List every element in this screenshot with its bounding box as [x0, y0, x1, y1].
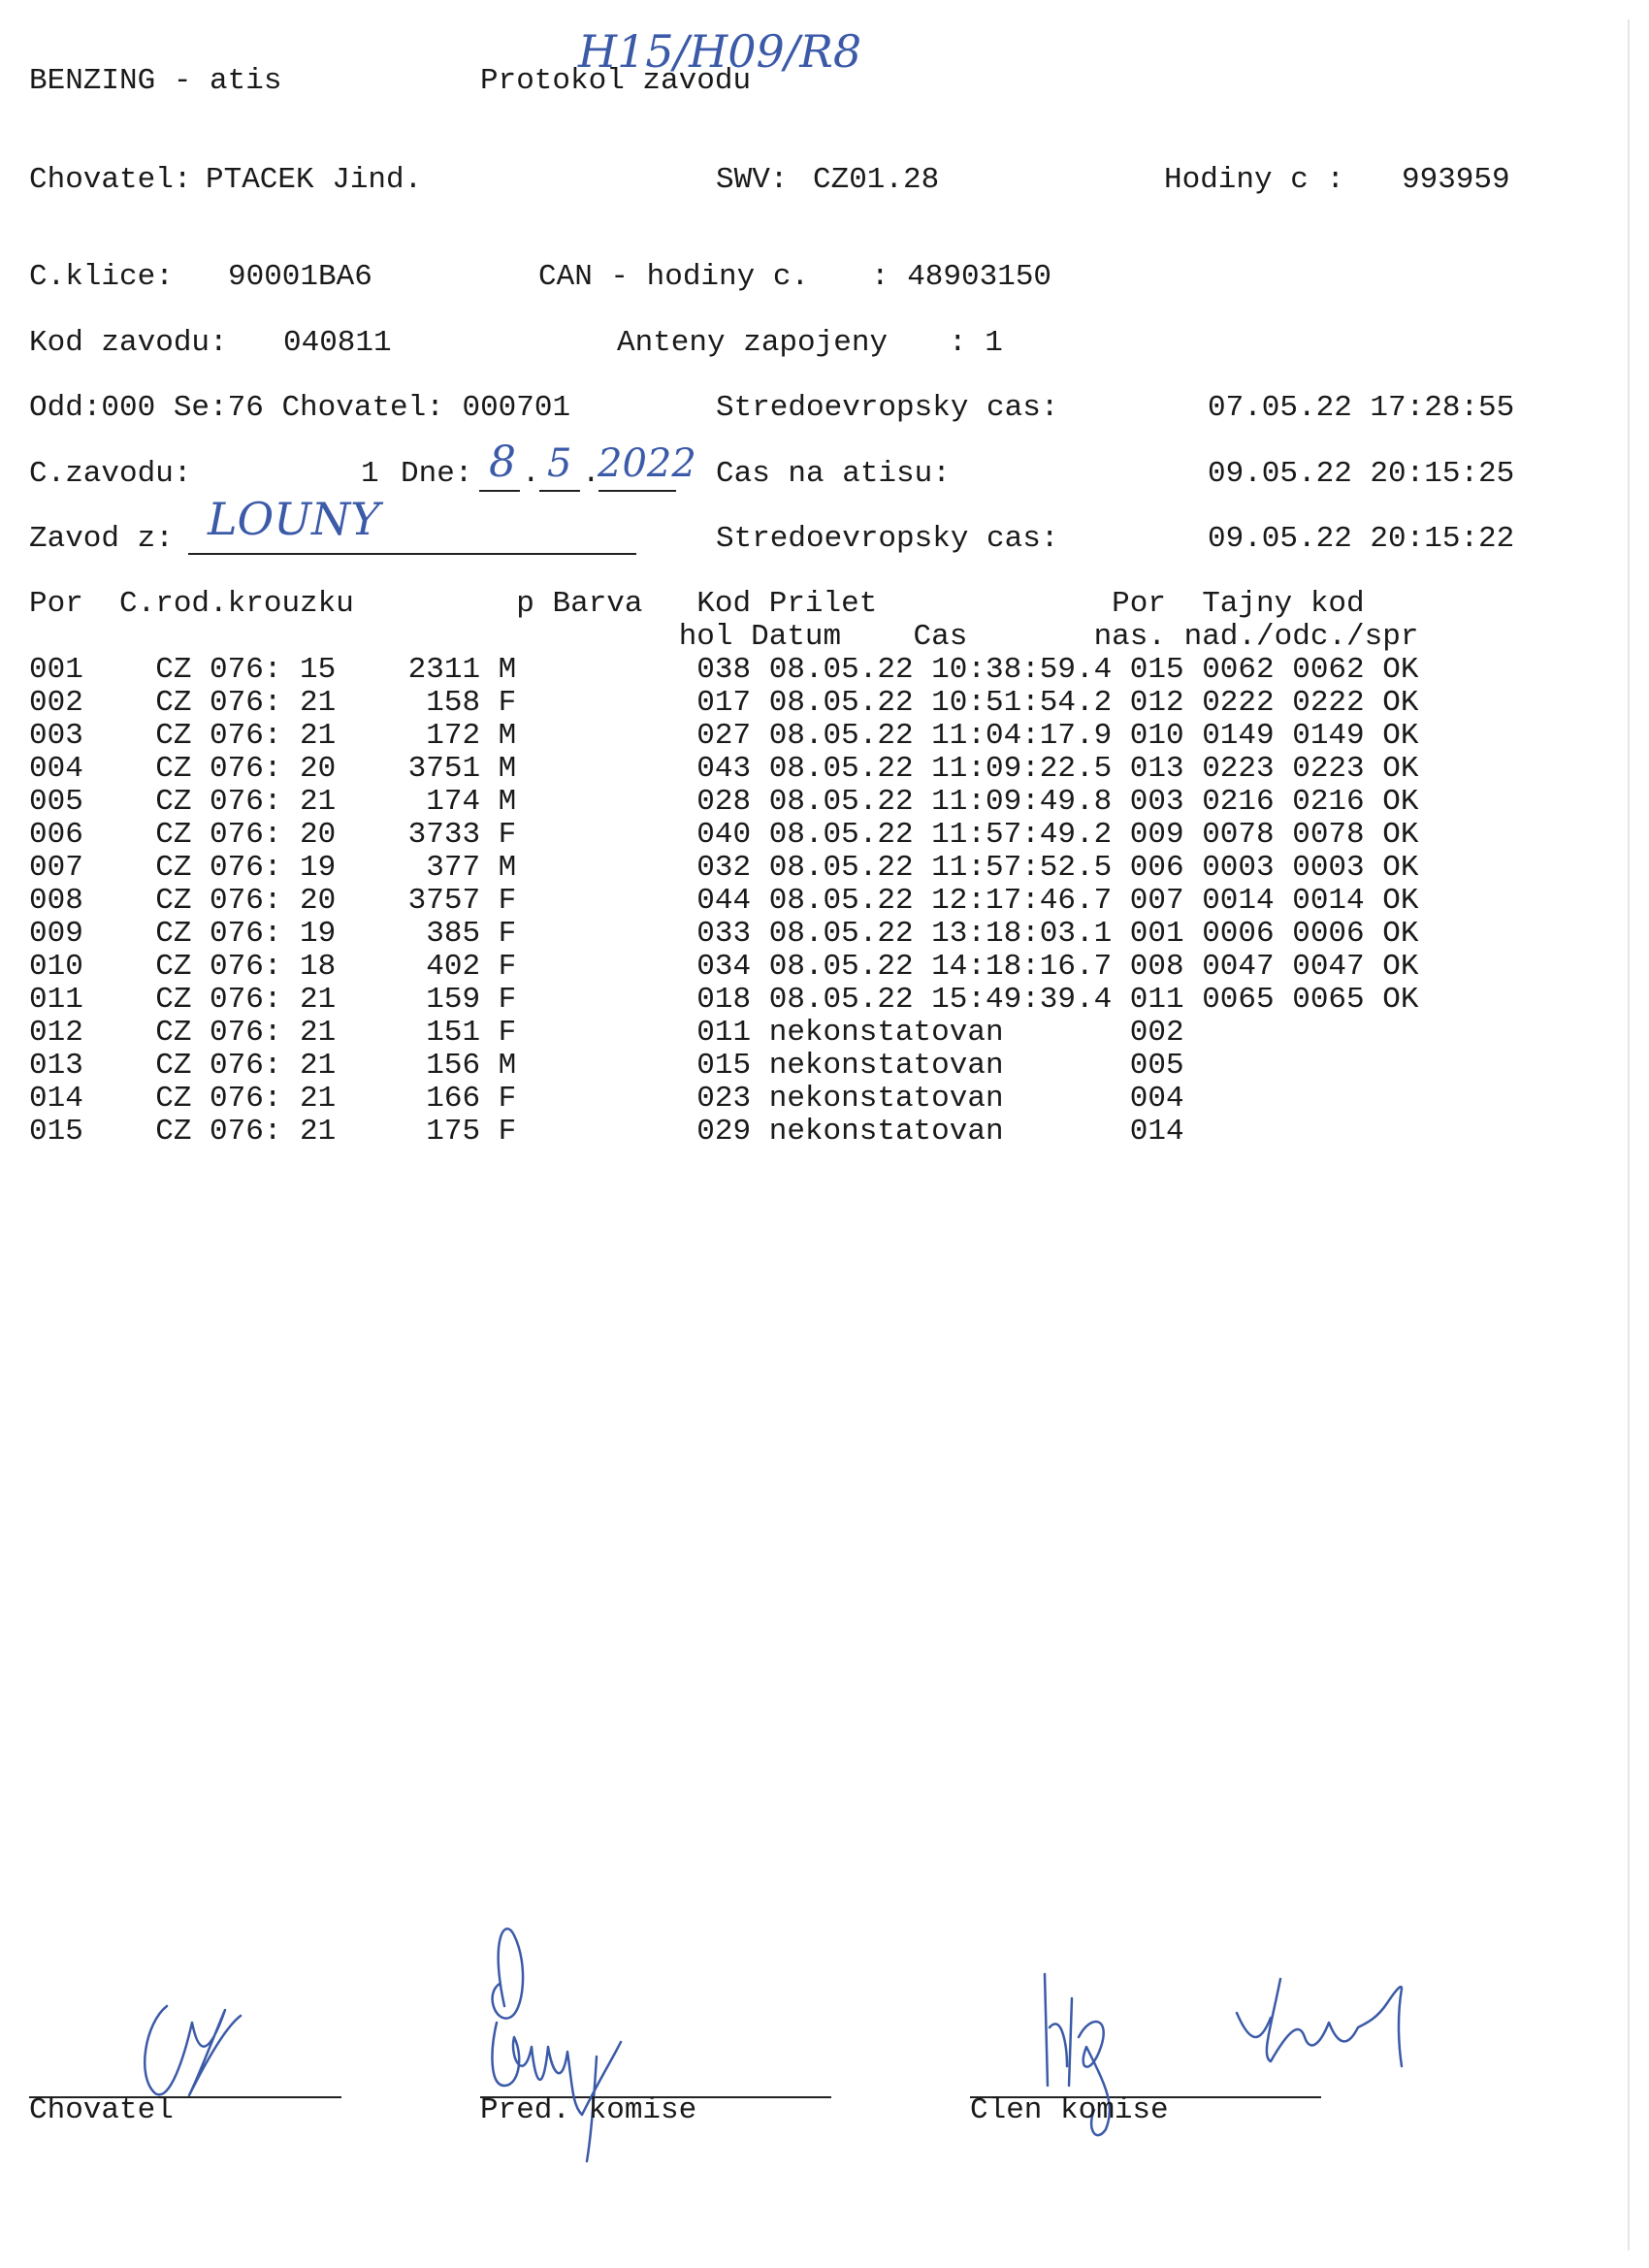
anteny-label: Anteny zapojeny	[617, 326, 889, 360]
table-row: 003 CZ 076: 21 172 M 027 08.05.22 11:04:17.9 010 0149 0149 OK	[29, 719, 1419, 753]
atis-value: 09.05.22 20:15:25	[1208, 457, 1515, 491]
zavod-z-handwritten: LOUNY	[208, 493, 380, 545]
table-row: 007 CZ 076: 19 377 M 032 08.05.22 11:57:52.5 006 0003 0003 OK	[29, 851, 1419, 885]
klice-value: 90001BA6	[228, 260, 372, 294]
table-row: 015 CZ 076: 21 175 F 029 nekonstatovan 014	[29, 1115, 1184, 1149]
chovatel-label: Chovatel:	[29, 163, 192, 197]
can-label: CAN - hodiny c.	[538, 260, 810, 294]
chovatel-value: PTACEK Jind.	[206, 163, 423, 197]
dne-month-handwritten: 5	[547, 441, 572, 486]
table-row: 005 CZ 076: 21 174 M 028 08.05.22 11:09:49.8 003 0216 0216 OK	[29, 785, 1419, 819]
swv-label: SWV:	[716, 163, 789, 197]
table-header-line-2: hol Datum Cas nas. nad./odc./spr	[29, 620, 1419, 654]
seu1-label: Stredoevropsky cas:	[716, 391, 1059, 425]
table-row: 001 CZ 076: 15 2311 M 038 08.05.22 10:38:59.4 015 0062 0062 OK	[29, 653, 1419, 687]
table-row: 010 CZ 076: 18 402 F 034 08.05.22 14:18:16.7 008 0047 0047 OK	[29, 950, 1419, 984]
table-header-line-1: Por C.rod.krouzku p Barva Kod Prilet Por Tajny kod	[29, 587, 1365, 621]
table-row: 009 CZ 076: 19 385 F 033 08.05.22 13:18:03.1 001 0006 0006 OK	[29, 917, 1419, 951]
hodiny-label: Hodiny c :	[1164, 163, 1345, 197]
clen-komise-signature-label: Clen komise	[970, 2093, 1169, 2127]
atis-label: Cas na atisu:	[716, 457, 951, 491]
czavodu-number: 1	[361, 457, 379, 491]
kod-zavodu-label: Kod zavodu:	[29, 326, 228, 360]
dne-sep-2: .	[582, 457, 600, 491]
hodiny-value: 993959	[1402, 163, 1510, 197]
table-row: 013 CZ 076: 21 156 M 015 nekonstatovan 005	[29, 1049, 1184, 1083]
document-title: Protokol zavodu	[480, 64, 752, 98]
kod-zavodu-value: 040811	[283, 326, 392, 360]
table-row: 012 CZ 076: 21 151 F 011 nekonstatovan 002	[29, 1016, 1184, 1050]
clen-signature-2	[1237, 1979, 1402, 2066]
table-row: 011 CZ 076: 21 159 F 018 08.05.22 15:49:39.4 011 0065 0065 OK	[29, 983, 1419, 1017]
chovatel-signature-label: Chovatel	[29, 2093, 174, 2127]
anteny-value: : 1	[949, 326, 1003, 360]
table-row: 006 CZ 076: 20 3733 F 040 08.05.22 11:57:49.2 009 0078 0078 OK	[29, 818, 1419, 852]
czavodu-label: C.zavodu:	[29, 457, 192, 491]
zavod-z-label: Zavod z:	[29, 522, 174, 556]
chovatel-signature	[145, 2006, 241, 2095]
dne-year-handwritten: 2022	[598, 441, 696, 486]
dne-sep-1: .	[522, 457, 540, 491]
pred-komise-signature-label: Pred. komise	[480, 2093, 697, 2127]
table-row: 002 CZ 076: 21 158 F 017 08.05.22 10:51:54.2 012 0222 0222 OK	[29, 686, 1419, 720]
seu1-value: 07.05.22 17:28:55	[1208, 391, 1515, 425]
swv-value: CZ01.28	[813, 163, 940, 197]
handwritten-race-note: H15/H09/R8	[578, 25, 862, 78]
dne-day-handwritten: 8	[489, 437, 516, 487]
dne-label: Dne:	[401, 457, 473, 491]
klice-label: C.klice:	[29, 260, 174, 294]
table-row: 014 CZ 076: 21 166 F 023 nekonstatovan 004	[29, 1082, 1184, 1116]
table-row: 008 CZ 076: 20 3757 F 044 08.05.22 12:17:46.7 007 0014 0014 OK	[29, 884, 1419, 918]
table-row: 004 CZ 076: 20 3751 M 043 08.05.22 11:09:22.5 013 0223 0223 OK	[29, 752, 1419, 786]
can-value: : 48903150	[871, 260, 1052, 294]
seu2-label: Stredoevropsky cas:	[716, 522, 1059, 556]
seu2-value: 09.05.22 20:15:22	[1208, 522, 1515, 556]
odd-line: Odd:000 Se:76 Chovatel: 000701	[29, 391, 571, 425]
software-title: BENZING - atis	[29, 64, 282, 98]
